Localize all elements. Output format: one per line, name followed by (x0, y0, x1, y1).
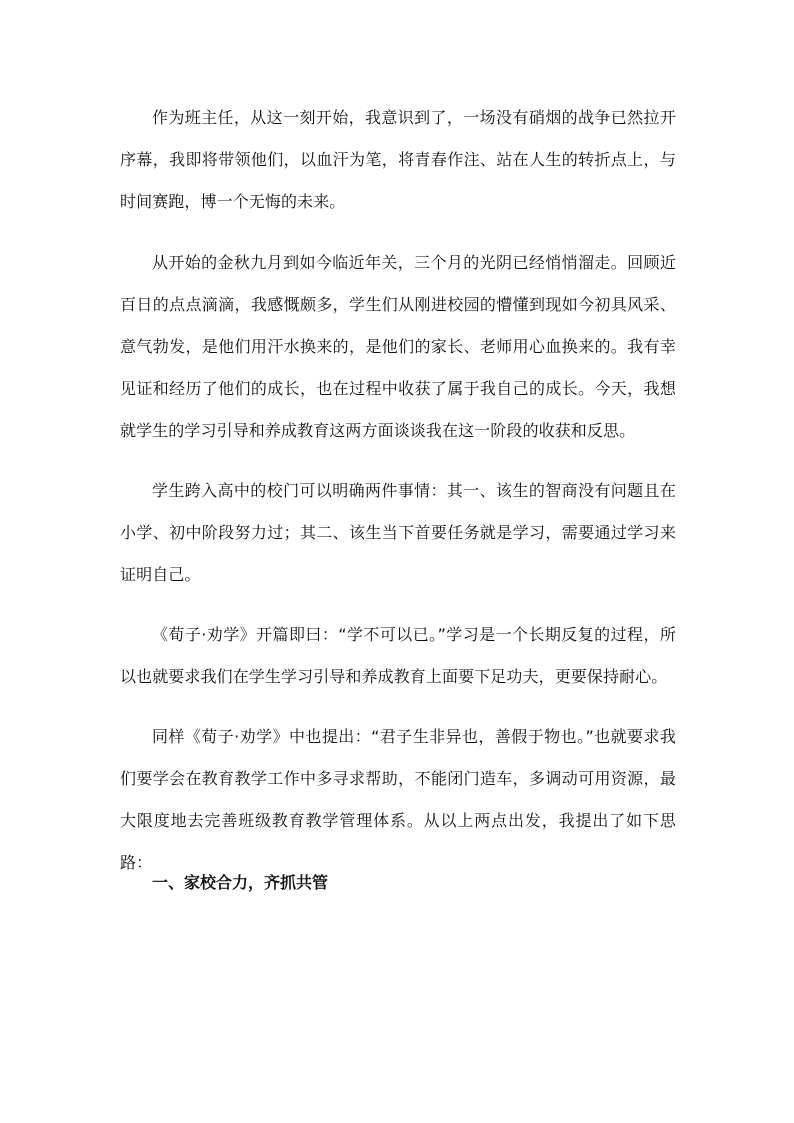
paragraph-5: 同样《荀子·劝学》中也提出：“君子生非异也，善假于物也。”也就要求我们要学会在教育教学工作中多寻求帮助，不能闭门造车，多调动可用资源，最大限度地去完善班级教育教学管理体系。从以上两点出发，我提出了如下思路： (120, 727, 676, 872)
paragraph-1: 作为班主任，从这一刻开始，我意识到了，一场没有硝烟的战争已然拉开序幕，我即将带领他们，以血汗为笔，将青春作注、站在人生的转折点上，与时间赛跑，博一个无悔的未来。 (120, 108, 676, 211)
paragraph-2: 从开始的金秋九月到如今临近年关，三个月的光阴已经悄悄溜走。回顾近百日的点点滴滴，我感慨颇多，学生们从刚进校园的懵懂到现如今初具风采、意气勃发，是他们用汗水换来的，是他们的家长、老师用心血换来的。我有幸见证和经历了他们的成长，也在过程中收获了属于我自己的成长。今天，我想就学生的学习引导和养成教育这两方面谈谈我在这一阶段的收获和反思。 (120, 253, 676, 440)
paragraph-4: 《荀子·劝学》开篇即曰：“学不可以已。”学习是一个长期反复的过程，所以也就要求我们在学生学习引导和养成教育上面要下足功夫，更要保持耐心。 (120, 625, 676, 686)
section-heading: 一、家校合力，齐抓共管 (152, 873, 329, 892)
paragraph-3: 学生跨入高中的校门可以明确两件事情：其一、该生的智商没有问题且在小学、初中阶段努力过；其二、该生当下首要任务就是学习，需要通过学习来证明自己。 (120, 481, 676, 584)
